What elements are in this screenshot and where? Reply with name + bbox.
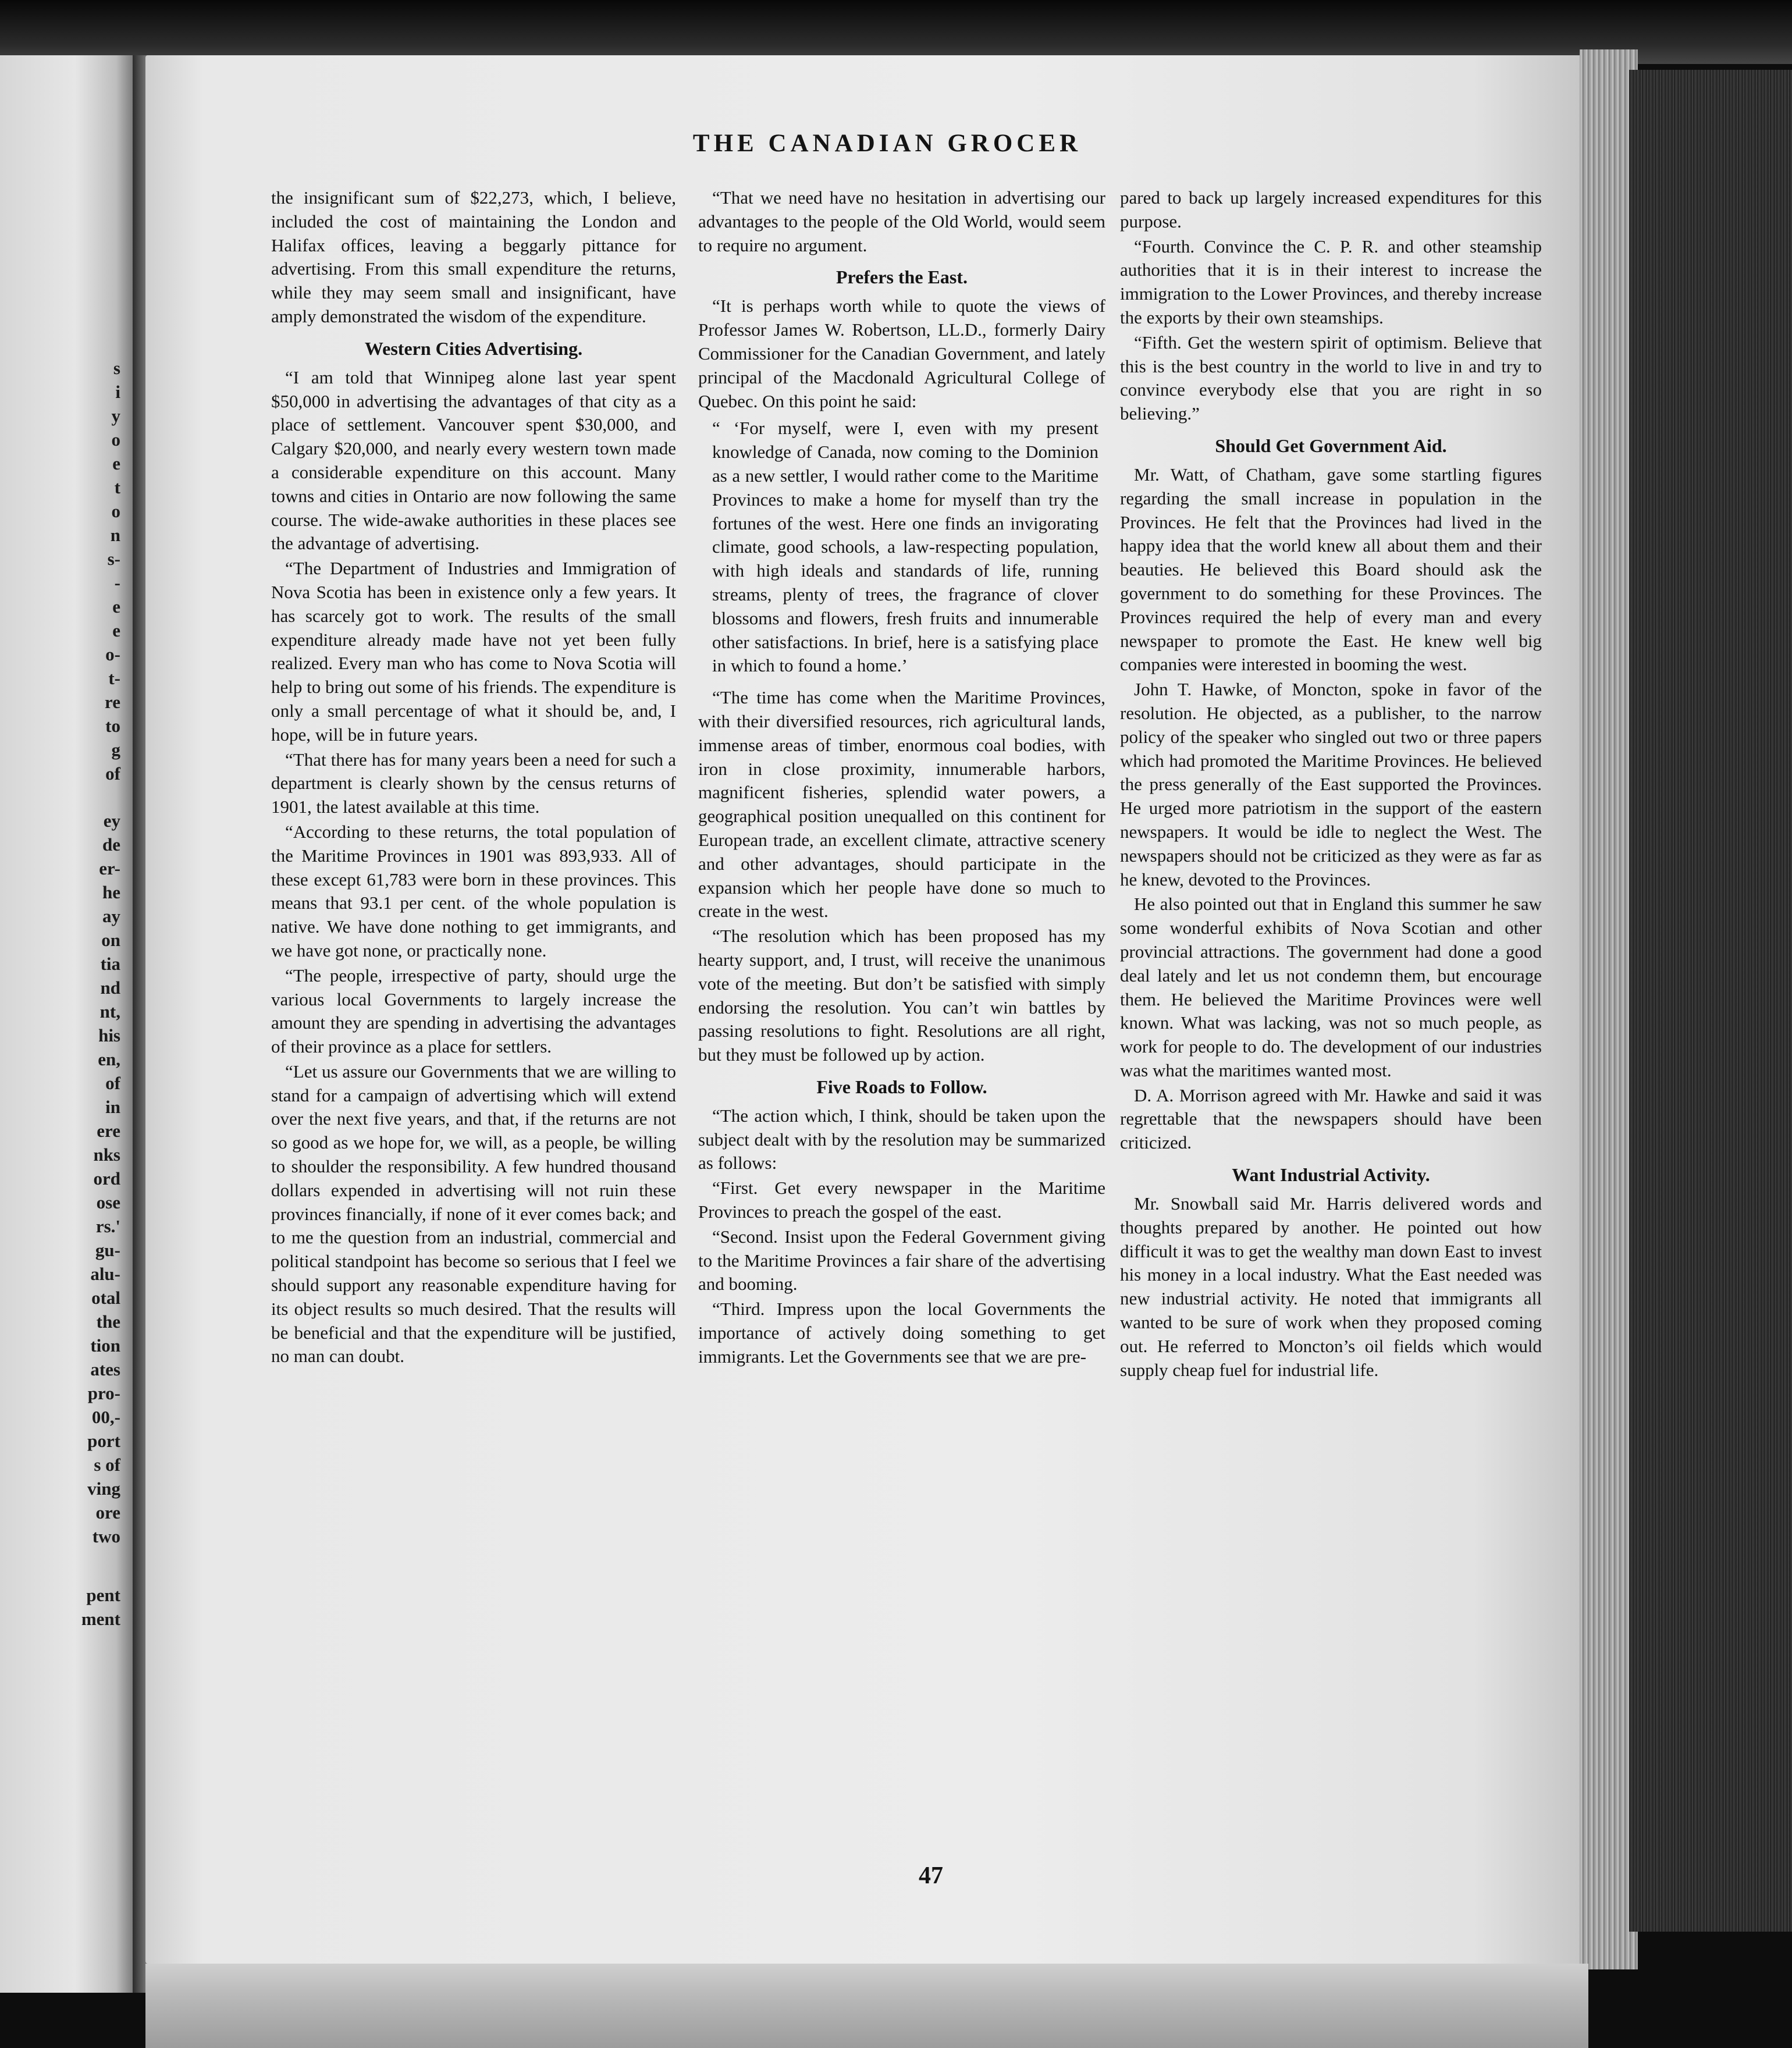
section-heading: Prefers the East. <box>836 266 968 288</box>
facing-page-fragment: ving <box>87 1478 120 1499</box>
facing-page-fragment: de <box>102 834 120 855</box>
facing-page-fragment: - <box>114 573 120 593</box>
facing-page-fragment: rs.' <box>95 1216 120 1236</box>
facing-page-fragment: nt, <box>99 1001 120 1022</box>
facing-page-fragment: port <box>87 1431 120 1451</box>
facing-page-fragment: the <box>96 1311 120 1332</box>
facing-page-fragment: o <box>111 429 120 450</box>
facing-page-fragment: of <box>105 763 120 784</box>
section-heading: Western Cities Advertising. <box>364 337 583 359</box>
section-heading: Want Industrial Activity. <box>1232 1164 1430 1186</box>
facing-page-fragment: g <box>111 739 120 760</box>
facing-page-fragment: i <box>115 382 120 402</box>
paragraph: John T. Hawke, of Moncton, spoke in favor of the resolution. He objected, as a publisher, to the narrow policy of the speaker who singled out two or three papers which had promoted the Maritime Provinces. He believed the press generally of the East supported the Provinces. He urged more patriotism in the support of the eastern newspapers. It would be idle to neglect the West. The newspapers should not be criticized as they were as far as he knew, devoted to the Provinces. <box>1120 679 1542 890</box>
scan-bottom <box>145 1964 1588 2048</box>
paragraph: “Fifth. Get the western spirit of optimism. Believe that this is the best country in the world to live in and try to convince everybody else that you are right in so believing.” <box>1120 332 1542 424</box>
column-3 <box>1120 186 1542 1383</box>
section-heading: Should Get Government Aid. <box>1215 435 1447 456</box>
column-2 <box>698 186 1105 1370</box>
facing-page-fragment: gu- <box>95 1240 120 1260</box>
paragraph: Mr. Watt, of Chatham, gave some startling figures regarding the small increase in population in the Provinces. He felt that the Provinces had lived in the happy idea that the world knew all about them and their beauties. He believed this Board should ask the government to do something for these Provinces. The Provinces required the help of every man and every newspaper to promote the East. He knew well big companies were interested in booming the west. <box>1120 464 1542 675</box>
facing-page-fragment: s <box>113 358 120 378</box>
paragraph: “First. Get every newspaper in the Maritime Provinces to preach the gospel of the east. <box>698 1178 1105 1222</box>
paragraph: the insignificant sum of $22,273, which, I believe, included the cost of maintaining the London and Halifax offices, leaving a beggarly pittance for advertising. From this small expenditure the returns, while they may seem small and insignificant, have amply demonstrated the wisdom of the expenditure. <box>271 187 676 326</box>
facing-page-fragment: t <box>114 477 120 497</box>
running-head: THE CANADIAN GROCER <box>692 130 1082 157</box>
paragraph: D. A. Morrison agreed with Mr. Hawke and said it was regrettable that the newspapers should have been criticized. <box>1120 1085 1542 1153</box>
facing-page-fragment: of <box>105 1073 120 1093</box>
facing-page-fragment: ey <box>103 810 120 831</box>
facing-page-fragment: n <box>110 525 120 545</box>
facing-page-fragment: o <box>111 501 120 521</box>
facing-page-fragment: er- <box>99 858 120 879</box>
facing-page-fragment: tia <box>100 954 120 974</box>
facing-page-fragment: otal <box>91 1288 120 1308</box>
facing-page-fragment: e <box>112 453 120 474</box>
facing-page-fragment: ore <box>95 1502 120 1523</box>
facing-page-fragment: in <box>105 1097 120 1117</box>
paragraph: pared to back up largely increased expenditures for this purpose. <box>1120 187 1542 232</box>
facing-page-fragment: nks <box>93 1144 120 1165</box>
facing-page-fragment: on <box>101 930 120 950</box>
facing-page-fragment: pent <box>86 1585 120 1605</box>
paragraph: “According to these returns, the total population of the Maritime Provinces in 1901 was 893,933. All of these except 61,783 were born in these provinces. This means that 93.1 per cent. of the whole population is native. We have done nothing to get immigrants, and we have got none, or practically none. <box>271 821 676 961</box>
paragraph: Mr. Snowball said Mr. Harris delivered words and thoughts prepared by another. He pointed out how difficult it was to get the wealthy man down East to invest his money in a local industry. What the East needed was new industrial activity. He noted that immigrants all wanted to be sure of work when they proposed coming out. He referred to Moncton’s oil fields which would supply cheap fuel for industrial life. <box>1120 1193 1542 1380</box>
column-1 <box>271 186 676 1370</box>
paragraph: “Let us assure our Governments that we are willing to stand for a campaign of advertising which will extend over the next five years, and that, if the returns are not so good as we hope for, we will, as a people, be willing to shoulder the responsibility. A few hundred thousand dollars expended in advertising will not ruin these provinces financially, if none of it ever comes back; and to me the question from an industrial, commercial and political standpoint has become so serious that I feel we should support any reasonable expenditure having for its object results so much desired. That the results will be beneficial and that the expenditure will be justified, no man can doubt. <box>271 1061 676 1367</box>
book-edge-right <box>1629 70 1792 1932</box>
facing-page-fragment: s- <box>107 549 120 569</box>
facing-page-fragment: en, <box>98 1049 120 1069</box>
facing-page-fragment: t- <box>108 668 120 688</box>
paragraph: “The time has come when the Maritime Provinces, with their diversified resources, rich agricultural lands, immense areas of timber, enormous coal bodies, with iron in close proximity, innumerable harbors, magnificent fisheries, splendid water powers, a geographical position unequalled on this continent for European trade, an excellent climate, attractive scenery and other advantages, should participate in the expansion which her people have done so much to create in the west. <box>698 687 1105 922</box>
facing-page-fragment: re <box>105 692 120 712</box>
scan-top-shadow <box>0 0 1792 64</box>
facing-page-fragment: ere <box>97 1121 120 1141</box>
facing-page-fragment: y <box>111 406 120 426</box>
facing-page-fragment: two <box>92 1526 120 1546</box>
facing-page-fragment: nd <box>100 977 120 998</box>
facing-page-fragment: tion <box>90 1335 120 1356</box>
paragraph: “Third. Impress upon the local Governments the importance of actively doing something to get immigrants. Let the Governments see that we are pre- <box>698 1299 1105 1367</box>
paragraph: “The resolution which has been proposed has my hearty support, and, I trust, will receive the unanimous vote of the meeting. But don’t be satisfied with simply endorsing the resolution. You can’t win battles by passing resolutions to fight. Resolutions are all right, but they must be followed up by action. <box>698 926 1105 1065</box>
paragraph: “That we need have no hesitation in advertising our advantages to the people of the Old World, would seem to require no argument. <box>698 187 1105 255</box>
facing-page-fragment: ord <box>93 1168 120 1189</box>
facing-page-fragment: he <box>102 882 120 902</box>
facing-page-fragment: s of <box>94 1455 120 1475</box>
facing-page-fragment: to <box>105 716 120 736</box>
facing-page-fragment: e <box>112 620 120 641</box>
paragraph: “The action which, I think, should be taken upon the subject dealt with by the resolution may be summarized as follows: <box>698 1105 1105 1174</box>
facing-page-fragment: e <box>112 596 120 617</box>
paragraph: “Fourth. Convince the C. P. R. and other steamship authorities that it is in their interest to increase the immigration to the Lower Provinces, and thereby increase the exports by their own steamships. <box>1120 236 1542 328</box>
paragraph: “I am told that Winnipeg alone last year spent $50,000 in advertising the advantages of that city as a place of settlement. Vancouver spent $30,000, and Calgary $20,000, and nearly every western town made a considerable expenditure on this account. Many towns and cities in Ontario are now following the same course. The wide-awake authorities in these places see the advantage of advertising. <box>271 367 676 554</box>
facing-page-fragment: ment <box>81 1609 120 1629</box>
facing-page-fragment: ose <box>96 1192 120 1213</box>
facing-page-fragment: o- <box>105 644 120 664</box>
paragraph: “The Department of Industries and Immigration of Nova Scotia has been in existence only a few years. It has scarcely got to work. The results of the small expenditure already made have not yet been fully realized. Every man who has come to Nova Scotia will help to bring out some of his friends. The expenditure is only a small percentage of what it should be, and, I hope, will be in future years. <box>271 558 676 745</box>
section-heading: Five Roads to Follow. <box>816 1076 987 1097</box>
facing-page-fragment: his <box>98 1025 120 1046</box>
facing-page-fragment: alu- <box>90 1264 120 1284</box>
paragraph: “Second. Insist upon the Federal Government giving to the Maritime Provinces a fair share of the advertising and booming. <box>698 1226 1105 1295</box>
facing-page-fragment: pro- <box>87 1383 120 1403</box>
page-number: 47 <box>919 1862 943 1889</box>
paragraph: “The people, irrespective of party, should urge the various local Governments to largely increase the amount they are spending in advertising the advantages of their province as a place for settlers. <box>271 965 676 1057</box>
quote-paragraph: “ ‘For myself, were I, even with my present knowledge of Canada, now coming to the Dominion as a new settler, I would rather come to the Maritime Provinces to make a home for myself than try the fortunes of the west. Here one finds an invigorating climate, good schools, a law-respecting population, with high ideals and standards of life, running streams, plenty of trees, the fragrance of clover blossoms and flowers, fresh fruits and innumerable other satisfactions. In brief, here is a satisfying place in which to found a home.’ <box>712 418 1098 676</box>
facing-page-left <box>0 55 137 1993</box>
block-quote <box>712 417 1098 678</box>
facing-page-fragment: ates <box>90 1359 120 1379</box>
facing-page-fragment: 00,- <box>91 1407 120 1427</box>
paragraph: “That there has for many years been a need for such a department is clearly shown by the census returns of 1901, the latest available at this time. <box>271 749 676 817</box>
paragraph: He also pointed out that in England this summer he saw some wonderful exhibits of Nova Scotian and other provincial attractions. The government had done a good deal lately and let us not condemn them, but encourage them. He believed the Maritime Provinces were well known. What was lacking, was not so much people, as work for people to do. The development of our industries was what the maritimes wanted most. <box>1120 894 1542 1080</box>
facing-page-fragment: ay <box>102 906 120 926</box>
paragraph: “It is perhaps worth while to quote the views of Professor James W. Robertson, LL.D., formerly Dairy Commissioner for the Canadian Government, and lately principal of the Macdonald Agricultural College of Quebec. On this point he said: <box>698 296 1105 411</box>
